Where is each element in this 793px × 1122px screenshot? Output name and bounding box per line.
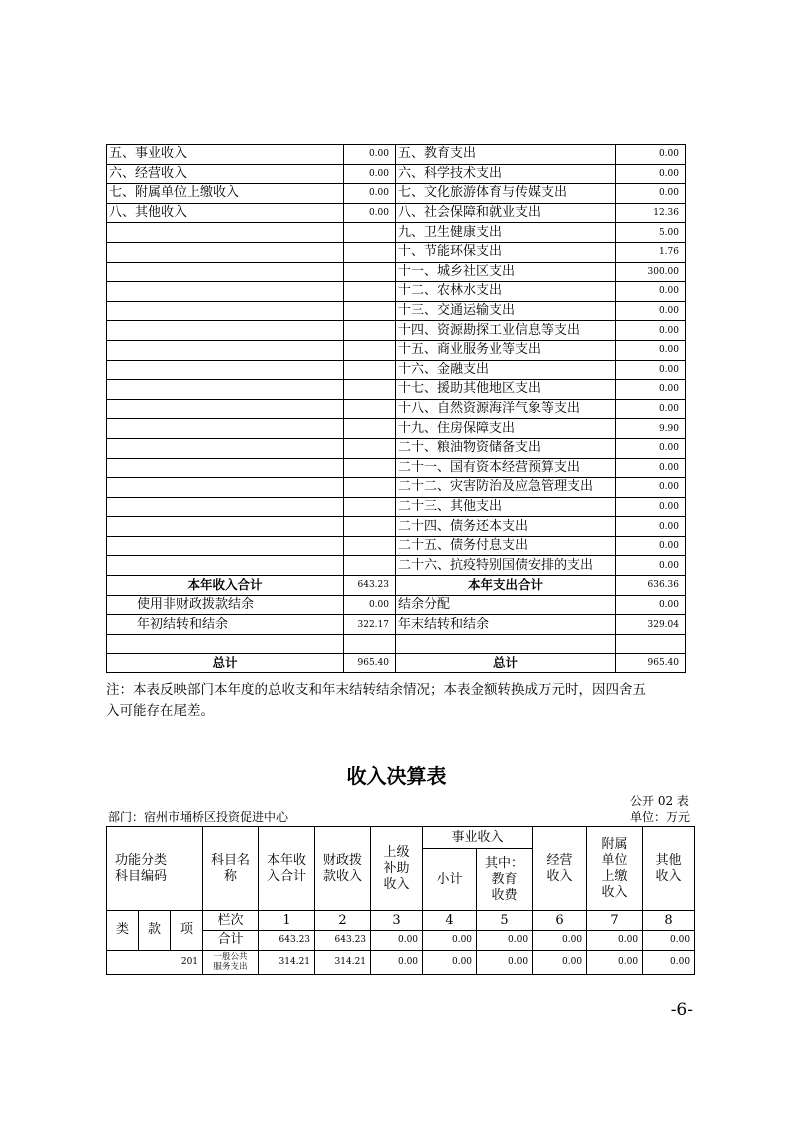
expense-item-label: 九、卫生健康支出 [396,223,616,243]
table-note [106,680,696,722]
income-item-label [107,242,344,262]
income-item-value: 0.00 [344,203,396,223]
empty-cell [396,634,616,653]
header-fiscal-income: 财政拨 款收入 [315,827,371,911]
expense-item-label: 二十六、抗疫特别国债安排的支出 [396,556,616,576]
income-item-label [107,380,344,400]
expense-item-label: 十七、援助其他地区支出 [396,380,616,400]
expense-item-label: 二十、粮油物资储备支出 [396,438,616,458]
table-row [107,478,686,498]
table-row [107,340,686,360]
expense-item-value: 0.00 [616,301,686,321]
total-value: 0.00 [371,931,423,951]
expense-item-label: 八、社会保障和就业支出 [396,203,616,223]
table-row [107,536,686,556]
header-affiliate-income: 附属 单位 上缴 收入 [587,827,643,911]
total-value: 0.00 [533,931,587,951]
row-value: 314.21 [259,950,315,974]
row-value: 0.00 [643,950,695,974]
expense-item-value: 0.00 [616,438,686,458]
empty-cell [616,634,686,653]
income-item-label: 五、事业收入 [107,145,344,165]
income-item-label [107,399,344,419]
income-item-label: 七、附属单位上缴收入 [107,184,344,204]
income-total-label: 本年收入合计 [107,576,344,596]
expense-item-value: 0.00 [616,478,686,498]
grand-total-left-value: 965.40 [344,653,396,673]
expense-total-label: 本年支出合计 [396,576,616,596]
income-item-label [107,478,344,498]
column-index: 2 [315,911,371,931]
expense-item-label: 十、节能环保支出 [396,242,616,262]
expense-item-value: 0.00 [616,360,686,380]
header-other-income: 其他 收入 [643,827,695,911]
income-item-value: 0.00 [344,184,396,204]
table-row [107,458,686,478]
expense-item-value: 0.00 [616,282,686,302]
table-row [107,223,686,243]
income-item-label [107,419,344,439]
expense-item-label: 十四、资源勘探工业信息等支出 [396,321,616,341]
expense-item-label: 七、文化旅游体育与传媒支出 [396,184,616,204]
header-subsidy-income: 上级 补助 收入 [371,827,423,911]
header-business-education: 其中： 教育 收费 [477,849,533,911]
column-index: 3 [371,911,423,931]
form-number: 公开 02 表 [630,794,689,808]
expense-item-value: 0.00 [616,184,686,204]
note-line-2: 入可能存在尾差。 [106,703,214,719]
header-lei: 类 [107,911,139,951]
income-item-value [344,458,396,478]
subject-name: 一般公共 服务支出 [203,950,259,974]
income-item-value [344,536,396,556]
expense-item-value: 0.00 [616,497,686,517]
row-value: 0.00 [423,950,477,974]
income-item-value [344,340,396,360]
total-value: 0.00 [643,931,695,951]
expense-item-value: 0.00 [616,321,686,341]
grand-total-right-label: 总计 [396,653,616,673]
expense-item-label: 十三、交通运输支出 [396,301,616,321]
expense-item-label: 二十五、债务付息支出 [396,536,616,556]
subject-code: 201 [107,950,203,974]
table-row [107,517,686,537]
income-item-value [344,438,396,458]
header-subject-name: 科目名 称 [203,827,259,911]
income-item-value [344,360,396,380]
income-item-value [344,242,396,262]
row-value: 0.00 [533,950,587,974]
table-row [107,360,686,380]
expense-item-label: 十一、城乡社区支出 [396,262,616,282]
total-value: 643.23 [315,931,371,951]
income-item-value [344,419,396,439]
income-item-label: 八、其他收入 [107,203,344,223]
page-number: -6- [670,1000,693,1020]
income-item-label [107,223,344,243]
expense-item-value: 0.00 [616,145,686,165]
grand-total-right-value: 965.40 [616,653,686,673]
empty-cell [107,634,344,653]
header-total-income: 本年收 入合计 [259,827,315,911]
expense-item-label: 十八、自然资源海洋气象等支出 [396,399,616,419]
table-row [107,184,686,204]
empty-cell [344,634,396,653]
income-item-value: 0.00 [344,595,396,615]
department-label: 部门：宿州市埇桥区投资促进中心 [108,810,289,824]
table-row [107,497,686,517]
expense-item-value: 300.00 [616,262,686,282]
balance-usage-row [107,595,686,615]
expense-item-label: 二十一、国有资本经营预算支出 [396,458,616,478]
row-value: 0.00 [371,950,423,974]
column-index: 1 [259,911,315,931]
income-item-value [344,223,396,243]
income-total-value: 643.23 [344,576,396,596]
table-row [107,203,686,223]
income-item-value [344,262,396,282]
income-item-value [344,517,396,537]
income-expense-summary-table [106,144,686,673]
table-row [107,438,686,458]
expense-item-label: 二十二、灾害防治及应急管理支出 [396,478,616,498]
table-row [107,242,686,262]
row-value: 0.00 [587,950,643,974]
row-value: 314.21 [315,950,371,974]
income-item-value [344,478,396,498]
income-item-label [107,360,344,380]
header-business-subtotal: 小计 [423,849,477,911]
total-value: 0.00 [477,931,533,951]
expense-item-label: 十九、住房保障支出 [396,419,616,439]
expense-item-value: 0.00 [616,340,686,360]
expense-item-label: 十六、金融支出 [396,360,616,380]
expense-item-label: 十五、商业服务业等支出 [396,340,616,360]
income-item-value: 0.00 [344,145,396,165]
carryover-row [107,615,686,635]
header-func-code: 功能分类 科目编码 [107,827,203,911]
table-row [107,282,686,302]
income-item-label [107,282,344,302]
income-item-label [107,497,344,517]
income-item-value [344,497,396,517]
expense-item-value: 0.00 [616,380,686,400]
income-item-value [344,556,396,576]
note-line-1: 注：本表反映部门本年度的总收支和年末结转结余情况；本表金额转换成万元时，因四舍五 [106,682,646,698]
grand-total-left-label: 总计 [107,653,344,673]
expense-item-label: 年末结转和结余 [396,615,616,635]
expense-item-value: 0.00 [616,517,686,537]
column-index: 6 [533,911,587,931]
column-index: 8 [643,911,695,931]
income-item-label [107,556,344,576]
header-xiang: 项 [171,911,203,951]
grand-total-row [107,653,686,673]
unit-label: 单位：万元 [630,810,691,824]
column-index: 7 [587,911,643,931]
table-row [107,301,686,321]
income-item-label [107,536,344,556]
income-item-value: 322.17 [344,615,396,635]
expense-item-value: 0.00 [616,595,686,615]
column-index: 4 [423,911,477,931]
income-item-value [344,321,396,341]
income-item-label [107,438,344,458]
table-row [107,145,686,165]
income-item-label [107,321,344,341]
total-value: 0.00 [423,931,477,951]
expense-item-value: 0.00 [616,164,686,184]
expense-item-value: 0.00 [616,556,686,576]
total-row-label: 合计 [203,931,259,951]
income-item-label: 年初结转和结余 [107,615,344,635]
expense-item-value: 5.00 [616,223,686,243]
income-item-value [344,380,396,400]
income-item-value [344,399,396,419]
table-row [107,399,686,419]
expense-item-label: 六、科学技术支出 [396,164,616,184]
income-item-label [107,262,344,282]
income-item-label [107,340,344,360]
expense-item-label: 二十四、债务还本支出 [396,517,616,537]
income-item-value: 0.00 [344,164,396,184]
expense-item-value: 0.00 [616,536,686,556]
expense-item-value: 329.04 [616,615,686,635]
expense-item-value: 1.76 [616,242,686,262]
header-operating-income: 经营 收入 [533,827,587,911]
total-value: 0.00 [587,931,643,951]
table-row [107,556,686,576]
column-index-label: 栏次 [203,911,259,931]
income-item-label [107,458,344,478]
income-table-title: 收入决算表 [346,764,447,788]
expense-total-value: 636.36 [616,576,686,596]
income-item-label [107,301,344,321]
expense-item-label: 二十三、其他支出 [396,497,616,517]
empty-row [107,634,686,653]
income-item-value [344,301,396,321]
expense-item-value: 0.00 [616,458,686,478]
expense-item-label: 结余分配 [396,595,616,615]
expense-item-value: 9.90 [616,419,686,439]
income-item-label: 使用非财政拨款结余 [107,595,344,615]
annual-total-row [107,576,686,596]
total-value: 643.23 [259,931,315,951]
column-index: 5 [477,911,533,931]
income-item-label [107,517,344,537]
expense-item-value: 12.36 [616,203,686,223]
income-item-label: 六、经营收入 [107,164,344,184]
table-row [107,321,686,341]
income-final-accounts-table [106,826,695,975]
expense-item-label: 十二、农林水支出 [396,282,616,302]
table-row [107,380,686,400]
header-business-income: 事业收入 [423,827,533,849]
table-row [107,164,686,184]
income-item-value [344,282,396,302]
table-row [107,262,686,282]
table-row [107,419,686,439]
expense-item-value: 0.00 [616,399,686,419]
header-kuan: 款 [139,911,171,951]
expense-item-label: 五、教育支出 [396,145,616,165]
row-value: 0.00 [477,950,533,974]
